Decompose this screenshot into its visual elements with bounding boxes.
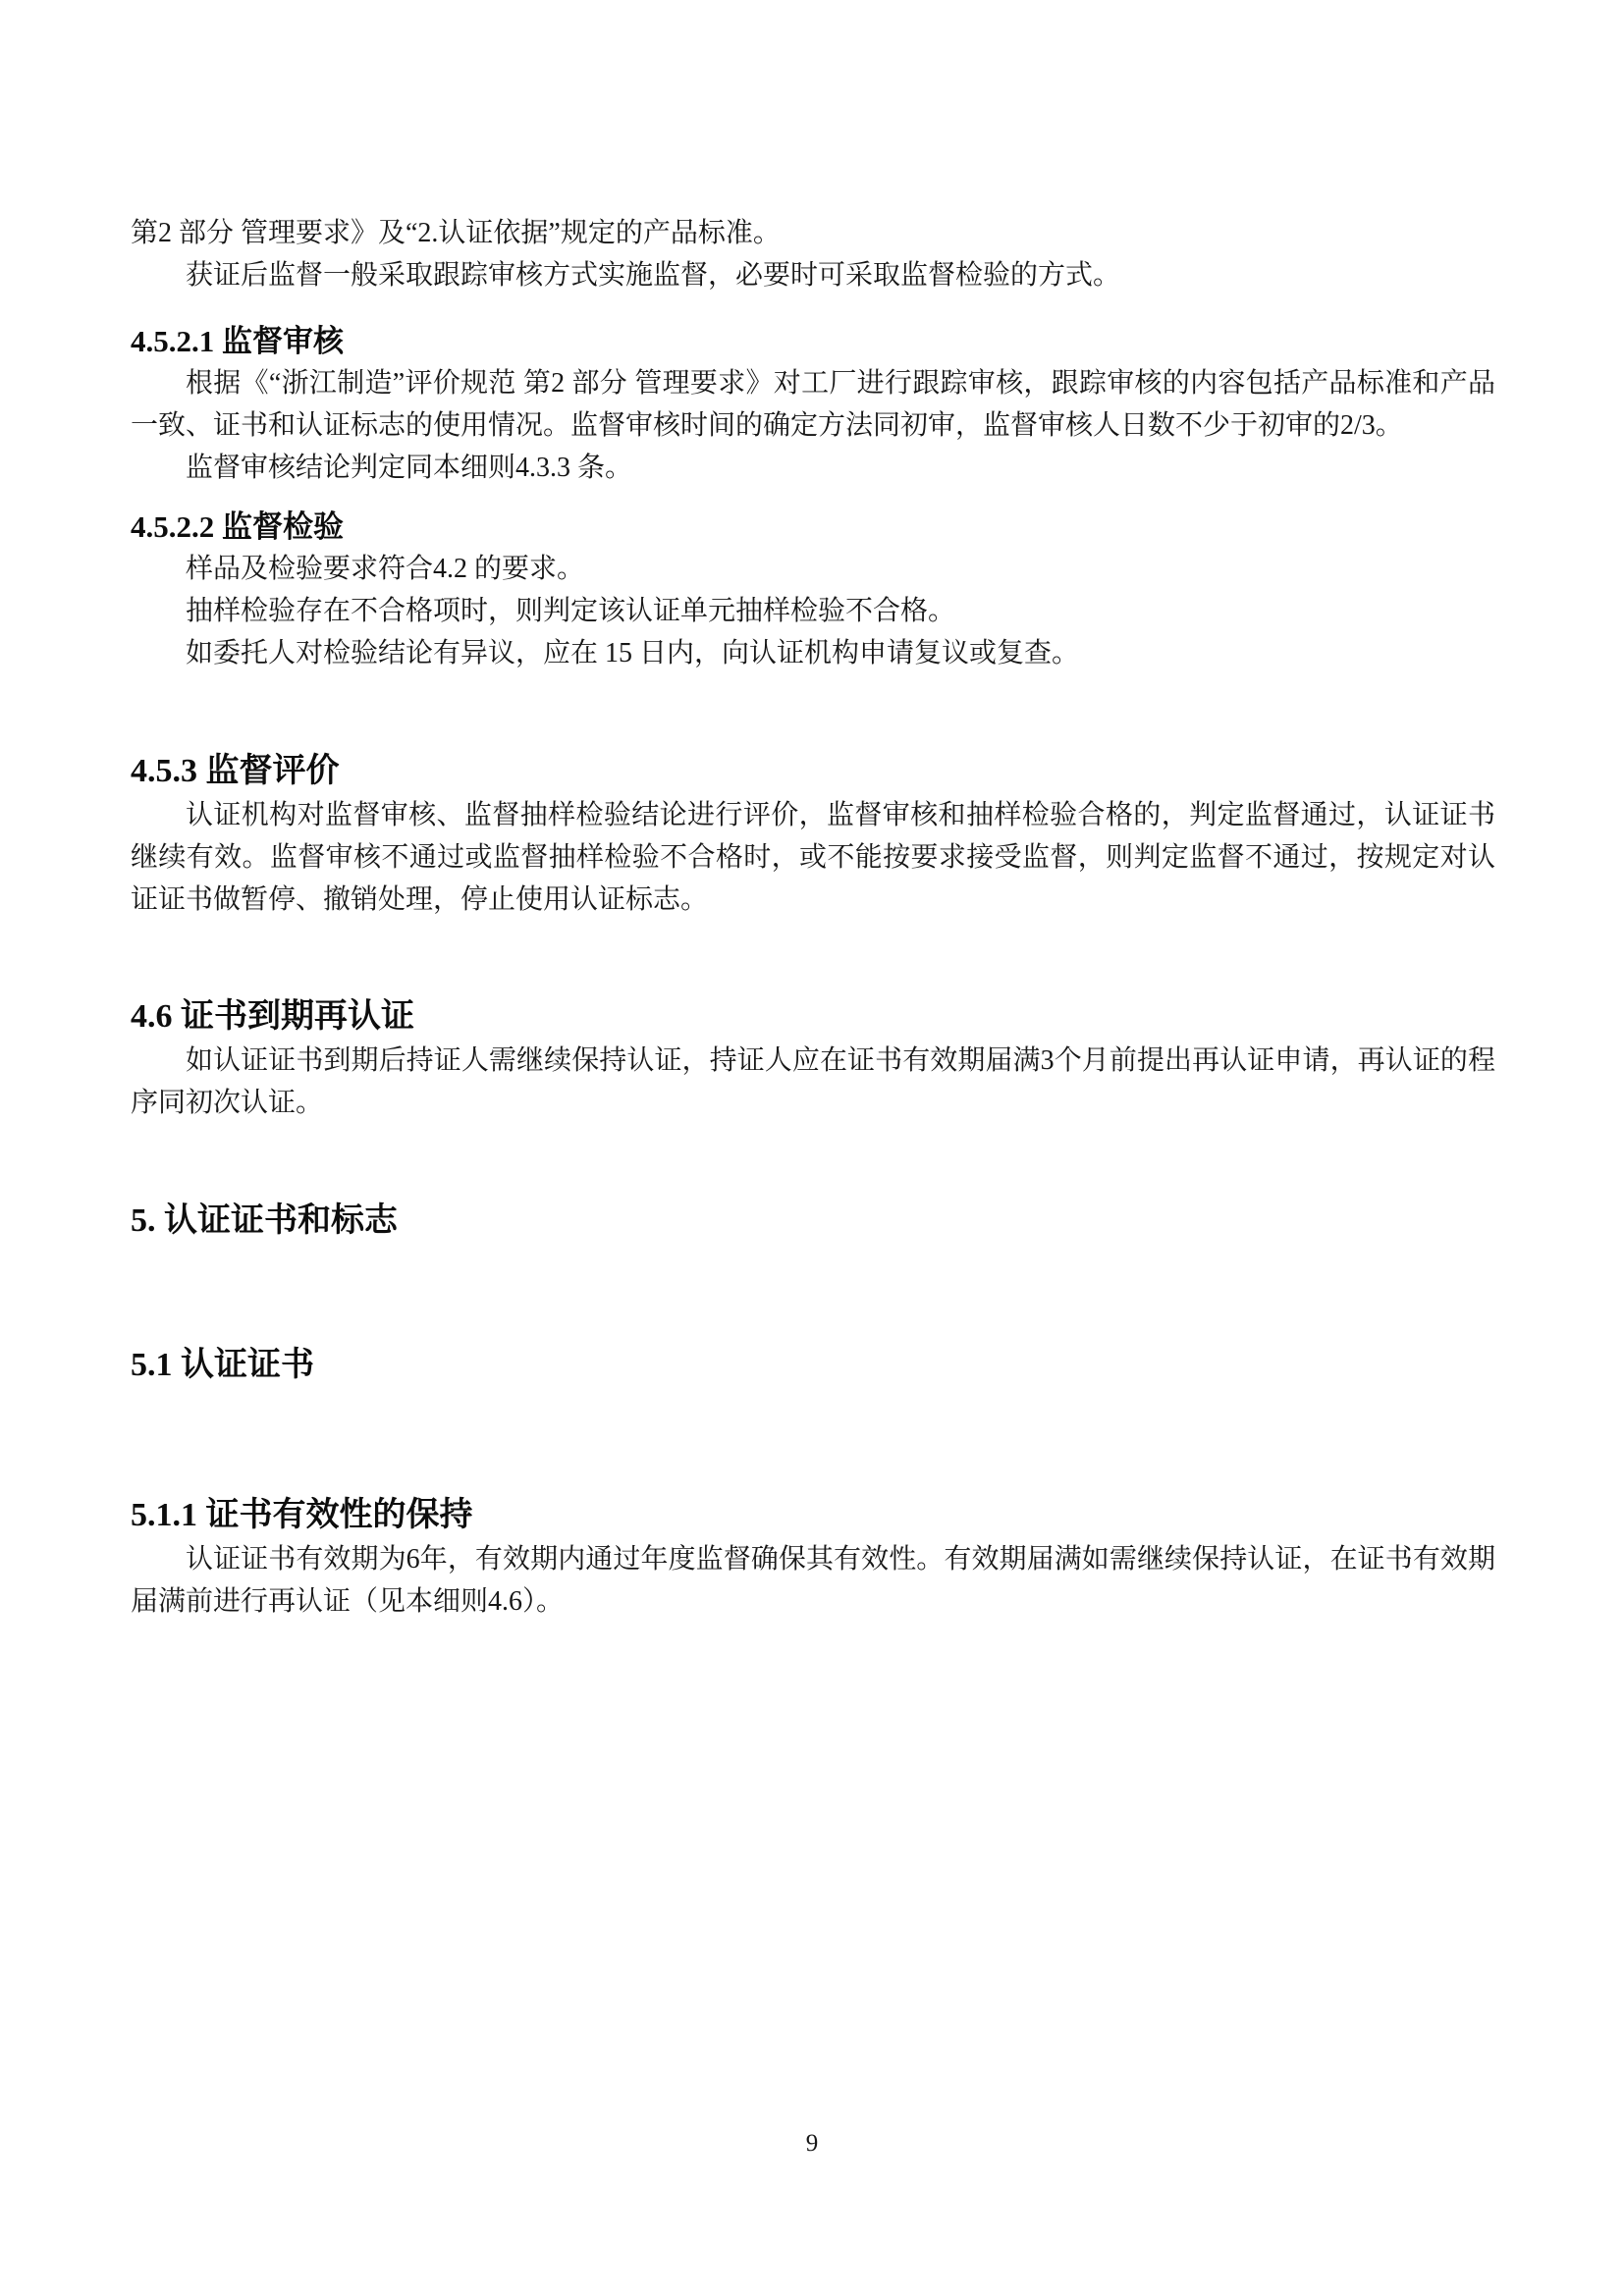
heading-5-1-1: 5.1.1 证书有效性的保持 (131, 1497, 473, 1533)
heading-4-5-2-2: 4.5.2.2 监督检验 (131, 509, 344, 544)
supervision-intro-paragraph: 获证后监督一般采取跟踪审核方式实施监督，必要时可采取监督检验的方式。 (186, 260, 1121, 291)
heading-5-1: 5.1 认证证书 (131, 1347, 314, 1383)
page-number: 9 (805, 2130, 819, 2157)
paragraph-4-5-2-1-audit: 根据《“浙江制造”评价规范 第2 部分 管理要求》对工厂进行跟踪审核，跟踪审核的内容包括产品标准和产品一致、证书和认证标志的使用情况。监督审核时间的确定方法同初审，监督审核人日数不少于初审的2/3。 (131, 368, 1495, 441)
continuation-line: 第2 部分 管理要求》及“2.认证依据”规定的产品标准。 (131, 218, 781, 248)
paragraph-sample-requirements: 样品及检验要求符合4.2 的要求。 (186, 554, 585, 584)
paragraph-4-5-2-1-conclusion: 监督审核结论判定同本细则4.3.3 条。 (186, 453, 633, 483)
heading-4-6: 4.6 证书到期再认证 (131, 998, 414, 1035)
paragraph-4-5-3-evaluation: 认证机构对监督审核、监督抽样检验结论进行评价，监督审核和抽样检验合格的，判定监督通过，认证证书继续有效。监督审核不通过或监督抽样检验不合格时，或不能按要求接受监督，则判定监督不通过，按规定对认证证书做暂停、撤销处理，停止使用认证标志。 (131, 800, 1495, 915)
paragraph-objection: 如委托人对检验结论有异议，应在 15 日内，向认证机构申请复议或复查。 (186, 638, 1080, 668)
heading-5: 5. 认证证书和标志 (131, 1202, 398, 1239)
document-body (131, 0, 1495, 1623)
heading-4-5-3: 4.5.3 监督评价 (131, 753, 340, 789)
paragraph-5-1-1-validity: 认证证书有效期为6年，有效期内通过年度监督确保其有效性。有效期届满如需继续保持认证，在证书有效期届满前进行再认证（见本细则4.6）。 (131, 1544, 1495, 1617)
paragraph-4-6-recertification: 如认证证书到期后持证人需继续保持认证，持证人应在证书有效期届满3个月前提出再认证申请，再认证的程序同初次认证。 (131, 1045, 1495, 1118)
heading-4-5-2-1: 4.5.2.1 监督审核 (131, 324, 344, 358)
paragraph-sampling-fail: 抽样检验存在不合格项时，则判定该认证单元抽样检验不合格。 (186, 596, 956, 626)
